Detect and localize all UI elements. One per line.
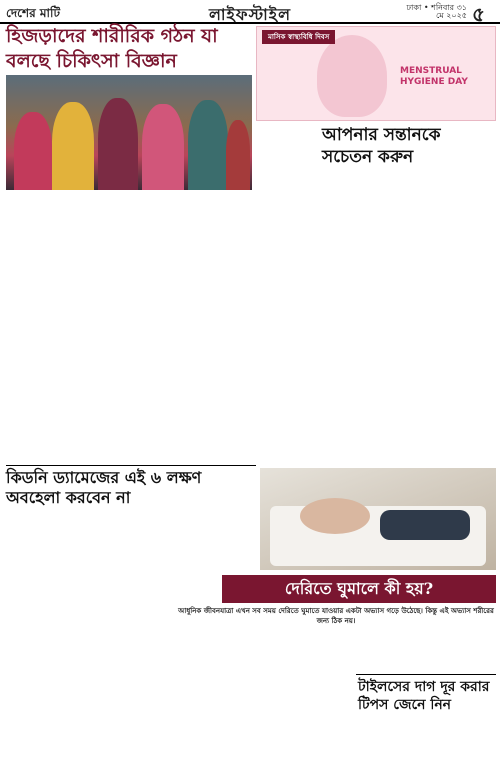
lead-body-col2 xyxy=(88,194,166,464)
lead-photo xyxy=(6,75,252,190)
kidney-body xyxy=(6,514,256,604)
hygiene-body-col1 xyxy=(322,176,406,466)
hygiene-banner-title: MENSTRUAL HYGIENE DAY xyxy=(400,66,468,87)
page-title: লাইফস্টাইল xyxy=(209,5,291,24)
lead-headline: হিজড়াদের শারীরিক গঠন যা বলছে চিকিৎসা বিজ্ঞান xyxy=(6,25,218,72)
sleep-headline: দেরিতে ঘুমালে কী হয়? xyxy=(222,575,496,603)
sleep-body-col1 xyxy=(176,636,274,762)
section-name: দেশের মাটি xyxy=(6,6,60,20)
lead-body-col3 xyxy=(170,194,252,464)
lead-body-col1 xyxy=(6,194,84,464)
kidney-body-cont xyxy=(6,608,172,762)
hygiene-headline: আপনার সন্তানকে সচেতন করুন xyxy=(322,125,441,167)
page-number: ৫ xyxy=(472,2,485,26)
divider xyxy=(356,674,496,675)
sleep-lede: আধুনিক জীবনযাত্রা এখন সব সময় দেরিতে ঘুমাতে যাওয়ার একটা অভ্যাস গড়ে উঠেছে। কিন্তু এই অভ্যাস শরীরের জন্য ঠিক নয়। xyxy=(178,607,494,625)
sleep-photo xyxy=(260,468,496,570)
masthead xyxy=(0,0,500,24)
issue-date: ঢাকা • শনিবার ৩১ মে ২০২৫ xyxy=(406,3,467,20)
sleep-body-col2 xyxy=(278,636,354,762)
lead-body-col4 xyxy=(256,128,318,464)
kidney-headline: কিডনি ড্যামেজের এই ৬ লক্ষণ অবহেলা করবেন না xyxy=(6,468,202,507)
divider xyxy=(6,465,256,466)
tiles-headline: টাইলসের দাগ দূর করার টিপস জেনে নিন xyxy=(358,679,490,713)
hygiene-tag: মাসিক স্বাস্থ্যবিধি দিবস xyxy=(262,30,335,44)
hygiene-body-col2 xyxy=(410,176,496,466)
tiles-body xyxy=(358,716,496,764)
